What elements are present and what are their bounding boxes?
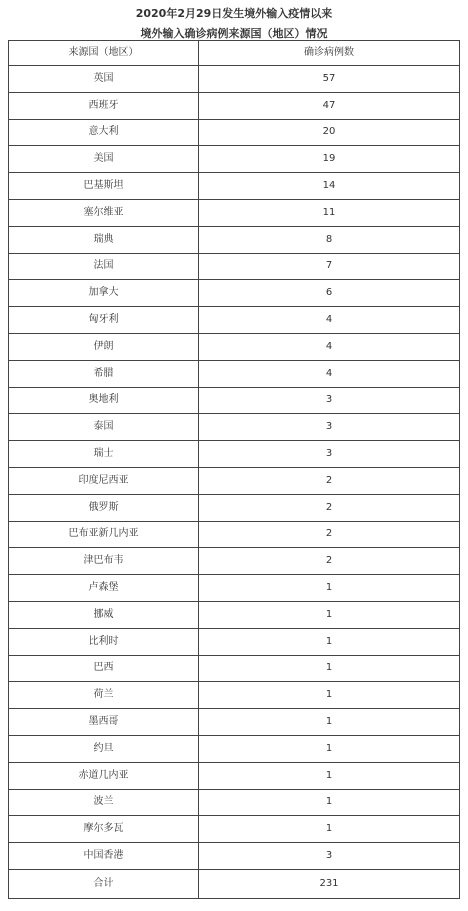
cell-cases: 14 — [199, 173, 460, 200]
cell-cases: 2 — [199, 548, 460, 575]
header-country: 来源国（地区） — [9, 41, 199, 66]
cell-country: 赤道几内亚 — [9, 762, 199, 789]
cell-cases: 8 — [199, 226, 460, 253]
cell-cases: 47 — [199, 92, 460, 119]
title-line-2: 境外输入确诊病例来源国（地区）情况 — [140, 27, 328, 40]
table-row — [9, 709, 460, 736]
table-row — [9, 387, 460, 414]
table-total-row — [9, 869, 460, 898]
cell-cases: 3 — [199, 441, 460, 468]
cell-country: 奥地利 — [9, 387, 199, 414]
cell-cases: 1 — [199, 682, 460, 709]
cell-country: 巴布亚新几内亚 — [9, 521, 199, 548]
cell-cases: 1 — [199, 601, 460, 628]
cell-cases: 57 — [199, 66, 460, 93]
header-cases: 确诊病例数 — [199, 41, 460, 66]
cell-cases: 3 — [199, 414, 460, 441]
total-label: 合计 — [9, 869, 199, 898]
table-row — [9, 467, 460, 494]
table-row — [9, 253, 460, 280]
cell-country: 希腊 — [9, 360, 199, 387]
cell-country: 法国 — [9, 253, 199, 280]
table-row — [9, 333, 460, 360]
cell-cases: 1 — [199, 655, 460, 682]
cell-cases: 1 — [199, 816, 460, 843]
table-body — [9, 41, 460, 899]
table-row — [9, 628, 460, 655]
cell-country: 比利时 — [9, 628, 199, 655]
cell-cases: 4 — [199, 333, 460, 360]
cell-cases: 3 — [199, 843, 460, 870]
cell-country: 俄罗斯 — [9, 494, 199, 521]
cell-cases: 1 — [199, 575, 460, 602]
cell-country: 波兰 — [9, 789, 199, 816]
table-row — [9, 682, 460, 709]
cell-cases: 1 — [199, 709, 460, 736]
cell-country: 瑞典 — [9, 226, 199, 253]
cell-cases: 1 — [199, 628, 460, 655]
title-line-1: 2020年2月29日发生境外输入疫情以来 — [135, 7, 333, 20]
cell-country: 匈牙利 — [9, 307, 199, 334]
table-row — [9, 816, 460, 843]
cell-country: 瑞士 — [9, 441, 199, 468]
table-row — [9, 226, 460, 253]
cell-country: 摩尔多瓦 — [9, 816, 199, 843]
cell-country: 美国 — [9, 146, 199, 173]
table-row — [9, 655, 460, 682]
table-row — [9, 575, 460, 602]
cell-country: 中国香港 — [9, 843, 199, 870]
cell-country: 西班牙 — [9, 92, 199, 119]
table-row — [9, 66, 460, 93]
table-row — [9, 173, 460, 200]
cell-country: 意大利 — [9, 119, 199, 146]
cell-country: 巴基斯坦 — [9, 173, 199, 200]
cell-country: 泰国 — [9, 414, 199, 441]
cell-country: 挪威 — [9, 601, 199, 628]
cell-cases: 2 — [199, 467, 460, 494]
table-row — [9, 521, 460, 548]
cell-country: 荷兰 — [9, 682, 199, 709]
cell-cases: 1 — [199, 789, 460, 816]
table-row — [9, 280, 460, 307]
cell-cases: 2 — [199, 521, 460, 548]
total-value: 231 — [199, 869, 460, 898]
table-row — [9, 92, 460, 119]
cell-country: 卢森堡 — [9, 575, 199, 602]
cell-cases: 6 — [199, 280, 460, 307]
cell-country: 印度尼西亚 — [9, 467, 199, 494]
table-row — [9, 441, 460, 468]
cell-cases: 11 — [199, 199, 460, 226]
table-header-row — [9, 41, 460, 66]
cell-country: 伊朗 — [9, 333, 199, 360]
table-row — [9, 199, 460, 226]
table-row — [9, 762, 460, 789]
cell-country: 津巴布韦 — [9, 548, 199, 575]
table-row — [9, 735, 460, 762]
table-row — [9, 360, 460, 387]
cell-country: 塞尔维亚 — [9, 199, 199, 226]
cell-cases: 20 — [199, 119, 460, 146]
cell-country: 巴西 — [9, 655, 199, 682]
table-row — [9, 146, 460, 173]
cell-country: 墨西哥 — [9, 709, 199, 736]
table-row — [9, 789, 460, 816]
cell-cases: 19 — [199, 146, 460, 173]
cell-country: 英国 — [9, 66, 199, 93]
cell-cases: 2 — [199, 494, 460, 521]
table-row — [9, 307, 460, 334]
table-row — [9, 494, 460, 521]
cell-cases: 3 — [199, 387, 460, 414]
cell-cases: 1 — [199, 762, 460, 789]
table-row — [9, 414, 460, 441]
cell-country: 约旦 — [9, 735, 199, 762]
cell-cases: 7 — [199, 253, 460, 280]
table-row — [9, 601, 460, 628]
table-row — [9, 119, 460, 146]
cell-cases: 4 — [199, 360, 460, 387]
cell-country: 加拿大 — [9, 280, 199, 307]
cell-cases: 1 — [199, 735, 460, 762]
title-block — [0, 4, 468, 44]
imported-cases-table — [8, 40, 460, 899]
cell-cases: 4 — [199, 307, 460, 334]
table-row — [9, 843, 460, 870]
table-row — [9, 548, 460, 575]
